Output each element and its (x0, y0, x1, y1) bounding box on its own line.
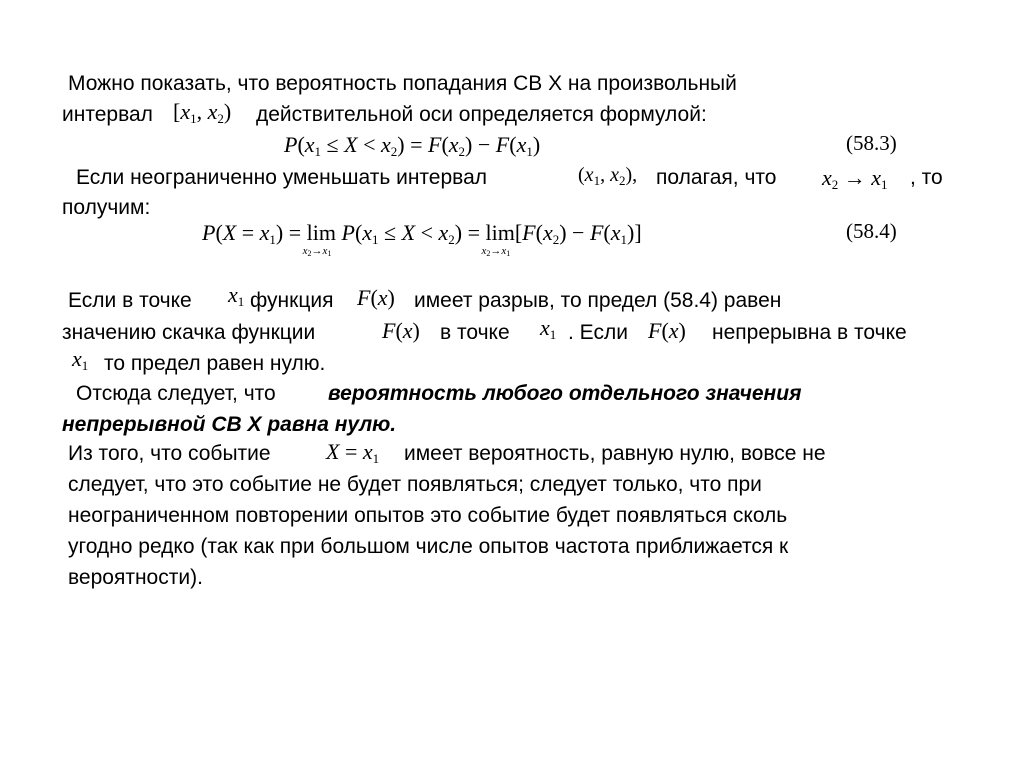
p5-line2: следует, что это событие не будет появляться; следует только, что при (68, 473, 762, 496)
p3-line1-a: Если в точке (68, 289, 192, 312)
p5-line5: вероятности). (68, 566, 203, 589)
p5-line3: неограниченном повторении опытов это событие будет появляться сколь (68, 504, 788, 527)
Fx-symbol: F(x) (357, 285, 395, 310)
p2-line2: получим: (62, 196, 151, 219)
p3-line1-b: функция (250, 289, 334, 312)
p5-line1-a: Из того, что событие (68, 442, 271, 465)
p1-line1: Можно показать, что вероятность попадания СВ Х на произвольный (68, 72, 737, 95)
x1-symbol-2: $x_1$ (540, 315, 557, 342)
formula-58-4: $P(X = x_1) = \lim$ $x_2\to x_1$ $P(x_1 \le X < x_2) = \lim$ $x_2\to x_1$ $[F(x_2) - F(x_1)]$ (202, 220, 642, 258)
X-equals-x1: $X = x_1$ (326, 439, 380, 466)
Fx-symbol-2: F(x) (382, 318, 420, 343)
p2-line1-a: Если неограниченно уменьшать интервал (76, 166, 488, 189)
x1-symbol: $x_1$ (228, 282, 245, 309)
p3-line2-d: непрерывна в точке (712, 321, 907, 344)
p3-line2-b: в точке (440, 321, 510, 344)
formula-58-3: $P(x_1 \le X < x_2) = F(x_2) - F(x_1)$ (284, 132, 541, 159)
p3-line1-c: имеет разрыв, то предел (58.4) равен (414, 289, 782, 312)
p3-line2-c: . Если (568, 321, 628, 344)
equation-number-58-4: (58.4) (846, 219, 897, 243)
Fx-symbol-3: F(x) (648, 318, 686, 343)
p2-line1-c: , то (910, 166, 943, 189)
x2-to-x1: $x_2 \to x_1$ (822, 165, 888, 192)
p4-line2: непрерывной СВ Х равна нулю. (62, 413, 397, 436)
p1-line2-b: действительной оси определяется формулой: (256, 103, 707, 126)
p1-line2-a: интервал (62, 103, 153, 126)
interval-x1-x2-open: ($x_1$, $x_2$), (578, 164, 638, 188)
p4-line1-a: Отсюда следует, что (76, 382, 276, 405)
x1-symbol-3: $x_1$ (72, 346, 89, 373)
p3-line2-a: значению скачка функции (62, 321, 316, 344)
p3-line3: то предел равен нулю. (104, 352, 326, 375)
interval-x1-x2-closed: [$x_1$, $x_2$) (173, 99, 232, 126)
p5-line4: угодно редко (так как при большом числе опытов частота приближается к (68, 535, 789, 558)
p2-line1-b: полагая, что (656, 166, 777, 189)
equation-number-58-3: (58.3) (846, 131, 897, 155)
p5-line1-b: имеет вероятность, равную нулю, вовсе не (404, 442, 826, 465)
p4-line1-b: вероятность любого отдельного значения (328, 382, 802, 405)
